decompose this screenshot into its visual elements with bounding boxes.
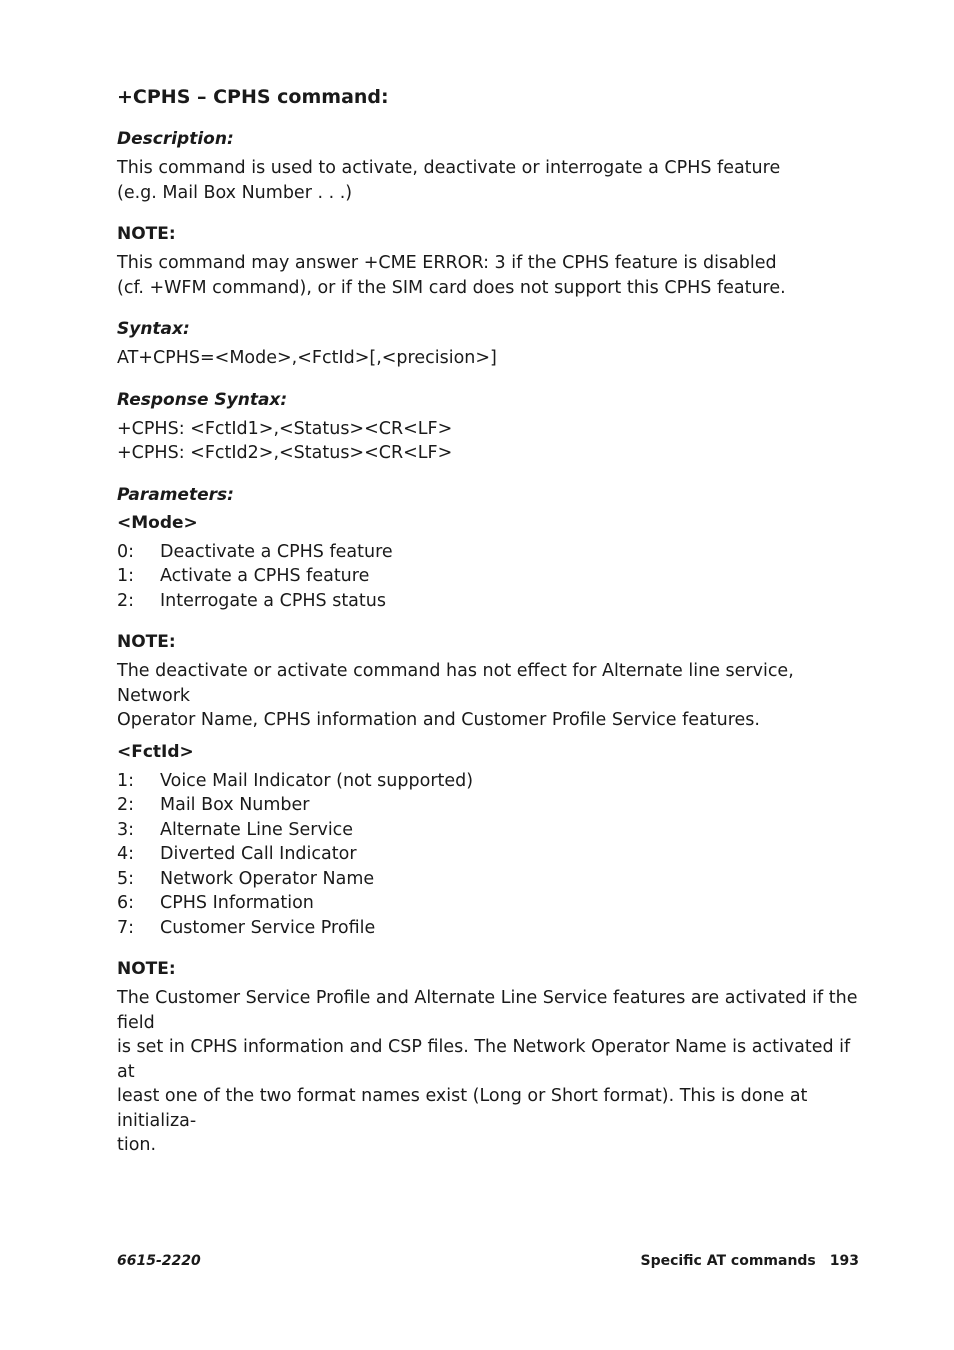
note-line: least one of the two format names exist (Long or Short format). This is done at initializa-: [117, 1086, 808, 1131]
note-section-1: [117, 223, 867, 300]
note-line: This command may answer +CME ERROR: 3 if the CPHS feature is disabled: [117, 253, 777, 273]
list-item-number: 6:: [117, 893, 135, 913]
parameters-section: [117, 484, 867, 614]
list-item: [117, 793, 867, 818]
note-section-3: [117, 958, 867, 1158]
list-item: [117, 818, 867, 843]
response-syntax-label: Response Syntax:: [117, 389, 288, 410]
note-label: NOTE:: [117, 959, 176, 979]
parameters-label: Parameters:: [117, 484, 234, 505]
description-line: (e.g. Mail Box Number . . .): [117, 182, 353, 203]
note-line: is set in CPHS information and CSP files. The Network Operator Name is activated if at: [117, 1037, 851, 1082]
fctid-label: <FctId>: [117, 741, 194, 762]
mode-list: [117, 540, 867, 614]
footer-section-title: Specific AT commands: [640, 1253, 816, 1269]
list-item-text: Activate a CPHS feature: [160, 566, 370, 586]
list-item-number: 3:: [117, 819, 135, 840]
fctid-list: [117, 769, 867, 941]
document-page: [117, 84, 867, 1176]
list-item: [117, 589, 867, 614]
note-section-2: [117, 631, 867, 733]
list-item-number: 4:: [117, 844, 135, 864]
footer-doc-number: 6615-2220: [117, 1253, 201, 1269]
list-item-number: 7:: [117, 917, 135, 938]
list-item-text: Voice Mail Indicator (not supported): [160, 770, 474, 791]
fctid-section: [117, 741, 867, 941]
syntax-section: [117, 318, 867, 371]
list-item: [117, 867, 867, 892]
response-syntax-line: +CPHS: <FctId2>,<Status><CR<LF>: [117, 443, 453, 463]
list-item-text: Interrogate a CPHS status: [160, 590, 386, 611]
list-item: [117, 540, 867, 565]
description-line: This command is used to activate, deactivate or interrogate a CPHS feature: [117, 158, 781, 178]
list-item-text: Deactivate a CPHS feature: [160, 541, 393, 562]
page-title: +CPHS – CPHS command:: [117, 86, 389, 108]
note-line: (cf. +WFM command), or if the SIM card does not support this CPHS feature.: [117, 277, 786, 298]
list-item: [117, 916, 867, 941]
list-item-text: Customer Service Profile: [160, 917, 376, 938]
note-label: NOTE:: [117, 224, 176, 244]
note-label: NOTE:: [117, 632, 176, 652]
list-item: [117, 842, 867, 867]
footer-right: [640, 1251, 859, 1271]
syntax-line: AT+CPHS=<Mode>,<FctId>[,<precision>]: [117, 348, 497, 368]
list-item: [117, 564, 867, 589]
note-line: The Customer Service Profile and Alternate Line Service features are activated if the field: [117, 988, 858, 1033]
response-syntax-line: +CPHS: <FctId1>,<Status><CR<LF>: [117, 418, 453, 439]
list-item-text: Network Operator Name: [160, 868, 375, 889]
list-item: [117, 769, 867, 794]
note-line: The deactivate or activate command has not effect for Alternate line service, Network: [117, 661, 794, 706]
syntax-label: Syntax:: [117, 319, 190, 339]
note-line: Operator Name, CPHS information and Customer Profile Service features.: [117, 710, 760, 730]
list-item-number: 1:: [117, 770, 135, 791]
list-item-text: Alternate Line Service: [160, 819, 354, 840]
description-label: Description:: [117, 129, 234, 149]
note-line: tion.: [117, 1135, 157, 1155]
list-item-text: CPHS Information: [160, 893, 314, 913]
response-syntax-section: [117, 389, 867, 466]
description-section: [117, 128, 867, 205]
list-item-text: Diverted Call Indicator: [160, 844, 357, 864]
page-number: 193: [829, 1253, 859, 1269]
list-item-number: 2:: [117, 590, 135, 611]
list-item-number: 2:: [117, 795, 135, 815]
list-item-number: 0:: [117, 541, 135, 562]
page-footer: [117, 1251, 859, 1271]
list-item-number: 1:: [117, 566, 135, 586]
list-item: [117, 891, 867, 916]
list-item-text: Mail Box Number: [160, 795, 310, 815]
list-item-number: 5:: [117, 868, 135, 889]
mode-label: <Mode>: [117, 512, 198, 533]
